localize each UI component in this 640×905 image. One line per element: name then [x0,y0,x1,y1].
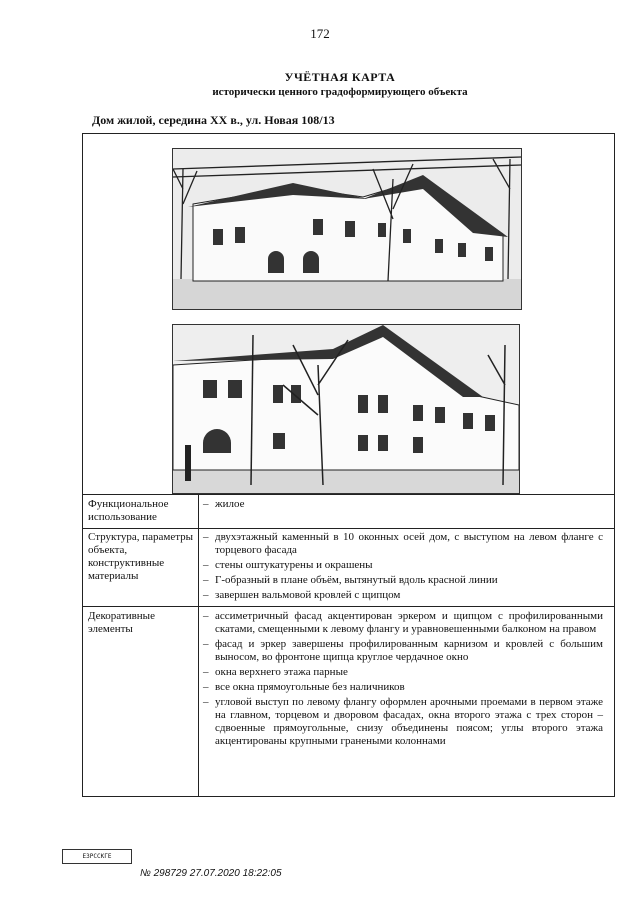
row-label-function: Функциональное использование [88,498,169,523]
row-values-structure [203,531,603,604]
list-item: – ассиметричный фасад акцентирован эркером и щипцом с профилированными скатами, смещенными к левому флангу и уравновешенными балконом на правом [203,610,603,635]
row-label-decor: Декоративные элементы [88,610,155,635]
dash-bullet-icon: – [203,666,209,678]
list-item: – двухэтажный каменный в 10 оконных осей дом, с выступом на левом фланге с торцевого фасада [203,531,603,556]
list-item: – все окна прямоугольные без наличников [203,681,405,693]
dash-bullet-icon: – [203,531,209,543]
object-name: Дом жилой, середина XX в., ул. Новая 108/13 [92,113,335,127]
card-title: УЧЁТНАЯ КАРТА [284,70,396,84]
building-photo-2 [172,324,520,494]
dash-bullet-icon: – [203,681,209,693]
row-label-structure: Структура, параметры объекта, конструктивные материалы [88,531,194,582]
table-column-divider [198,494,199,796]
list-item: – стены оштукатурены и окрашены [203,559,373,571]
list-item: – окна верхнего этажа парные [203,666,348,678]
table-divider [83,606,614,607]
card-subtitle: исторически ценного градоформирующего объекта [212,86,468,98]
table-divider [83,528,614,529]
row-values-decor [203,610,603,750]
document-number: № 298729 27.07.2020 18:22:05 [140,868,282,879]
dash-bullet-icon: – [203,498,209,510]
building-photo-1 [172,148,522,310]
list-item: – жилое [203,498,245,510]
dash-bullet-icon: – [203,589,209,601]
dash-bullet-icon: – [203,638,209,650]
dash-bullet-icon: – [203,696,209,708]
dash-bullet-icon: – [203,574,209,586]
card-table [82,133,615,797]
building-photo-1-image [173,149,521,309]
page-number: 172 [310,26,330,41]
list-item: – Г-образный в плане объём, вытянутый вдоль красной линии [203,574,498,586]
list-item: – угловой выступ по левому флангу оформлен арочными проемами в первом этаже на главном, торцевом и дворовом фасадах, окна второго этажа с трех сторон – сдвоенные прямоугольные, снизу объединены поясом; углы второго этажа акцентированы крупными гранеными колоннами [203,696,603,747]
dash-bullet-icon: – [203,559,209,571]
registry-stamp: ЕЗРССКГЕ [62,849,132,864]
list-item: – завершен вальмовой кровлей с щипцом [203,589,401,601]
list-item: – фасад и эркер завершены профилированным карнизом и кровлей с большим выносом, во фронтоне щипца круглое чердачное окно [203,638,603,663]
table-divider [83,494,614,495]
row-values-function [203,498,603,513]
building-photo-2-image [173,325,519,493]
dash-bullet-icon: – [203,610,209,622]
